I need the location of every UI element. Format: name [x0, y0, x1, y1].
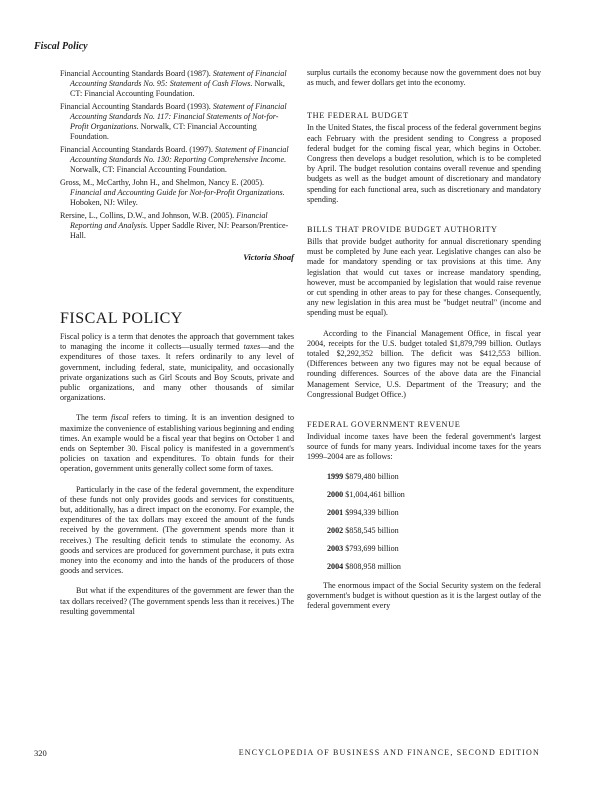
- list-item: 2002 $858,545 billion: [327, 525, 399, 535]
- left-column: [60, 69, 294, 617]
- social-security-paragraph: The enormous impact of the Social Security system on the federal government's budget is without question as it is the largest outlay of the federal government every: [307, 580, 541, 611]
- intro-paragraph-1: Fiscal policy is a term that denotes the approach that government takes to managing the income it collects—usually termed taxes—and the expenditures of those taxes. It refers ordinarily to any level of government, including federal, state, municipality, and occasionally private organizations such as Girl Scouts and Boy Scouts, private and public organizations, and many other thousands of similar organizations.: [60, 332, 294, 403]
- author-signature: Victoria Shoaf: [243, 252, 294, 262]
- reference-item: Rersine, L., Collins, D.W., and Johnson, W.B. (2005). Financial Reporting and Analysis. Upper Saddle River, NJ: Pearson/Prentice-Hall.: [60, 211, 289, 240]
- government-revenue-paragraph: Individual income taxes have been the federal government's largest source of funds for many years. Individual income taxes for the years 1999–2004 are as follows:: [307, 432, 541, 462]
- reference-item: Gross, M., McCarthy, John H., and Shelmon, Nancy E. (2005). Financial and Accounting Guide for Not-for-Profit Organizations. Hoboken, NJ: Wiley.: [60, 178, 285, 207]
- publication-title: ENCYCLOPEDIA OF BUSINESS AND FINANCE, SECOND EDITION: [238, 748, 540, 757]
- income-tax-list: [307, 472, 541, 572]
- continued-paragraph: surplus curtails the economy because now the government does not buy as much, and fewer dollars get into the economy.: [307, 68, 541, 88]
- references-list: [60, 69, 294, 241]
- federal-budget-paragraph: In the United States, the fiscal process of the federal government begins each February with the president sending to Congress a proposed federal budget for the coming fiscal year, which begins in October. Congress then develops a budget resolution, which is to be completed by April. The budget resolution contains overall revenue and spending budgets as well as the budget amount of discretionary and mandatory spending for each functional area, such as discretionary and mandatory spending.: [307, 123, 541, 204]
- budget-authority-paragraph-1: Bills that provide budget authority for annual discretionary spending must be completed by June each year. Legislative changes can also be made for mandatory spending or tax provisions at this time. Any legislation that would cut taxes or increase mandatory spending, however, must be accompanied by legislation that would raise revenue or cut spending in other areas to pay for these changes. Consequently, any new legislation in this area must be "budget neutral" (income and spending must be equal).: [307, 237, 541, 318]
- page-number: 320: [34, 748, 47, 758]
- list-item: 1999 $879,480 billion: [327, 471, 399, 481]
- list-item: 2001 $994,339 billion: [327, 507, 399, 517]
- list-item: 2004 $808,958 million: [327, 561, 401, 571]
- article-title: FISCAL POLICY: [60, 310, 183, 327]
- running-head: Fiscal Policy: [34, 41, 88, 52]
- budget-authority-paragraph-2: According to the Financial Management Office, in fiscal year 2004, receipts for the U.S. budget totaled $1,879,799 billion. Outlays totaled $2,292,352 billion. The deficit was $412,553 billion. (Differences between any two figures may not be equal because of rounding differences. Sources of the above data are the Financial Management Service, U.S. Department of the Treasury; and the Congressional Budget Office.): [307, 328, 541, 399]
- reference-item: Financial Accounting Standards Board. (1997). Statement of Financial Accounting Standards No. 130: Reporting Comprehensive Income. Norwalk, CT: Financial Accounting Foundation.: [60, 145, 289, 174]
- reference-item: Financial Accounting Standards Board (1993). Statement of Financial Accounting Standards No. 117: Financial Statements of Not-for-Profit Organizations. Norwalk, CT: Financial Accounting Foundation.: [60, 102, 287, 141]
- right-column: [307, 68, 541, 611]
- list-item: 2000 $1,004,461 billion: [327, 489, 405, 499]
- section-heading-government-revenue: FEDERAL GOVERNMENT REVENUE: [307, 420, 461, 430]
- section-heading-budget-authority: BILLS THAT PROVIDE BUDGET AUTHORITY: [307, 225, 498, 235]
- intro-paragraph-2: The term fiscal refers to timing. It is an invention designed to maximize the convenience of establishing various beginning and ending times. An example would be a fiscal year that begins on October 1 and ends on September 30. Fiscal policy is manifested in a government's policies on taxation and expenditures. To obtain funds for their operation, government units generally collect some form of taxes.: [60, 413, 294, 474]
- list-item: 2003 $793,699 billion: [327, 543, 399, 553]
- page-footer: [34, 748, 540, 758]
- section-heading-federal-budget: THE FEDERAL BUDGET: [307, 111, 409, 121]
- intro-paragraph-4: But what if the expenditures of the government are fewer than the tax dollars received? (The government spends less than it receives.) The resulting governmental: [60, 586, 294, 616]
- reference-item: Financial Accounting Standards Board (1987). Statement of Financial Accounting Standards No. 95: Statement of Cash Flows. Norwalk, CT: Financial Accounting Foundation.: [60, 69, 287, 98]
- intro-paragraph-3: Particularly in the case of the federal government, the expenditure of these funds not only provides goods and services for constituents, but, additionally, has a direct impact on the economy. For example, the expenditures of the tax dollars may exceed the amount of the funds received by the government. (The government spends more than it receives.) The resulting deficit tends to stimulate the economy. As goods and services are produced for government purchase, it puts extra money into the economy and into the hands of the producers of those goods and services.: [60, 484, 294, 576]
